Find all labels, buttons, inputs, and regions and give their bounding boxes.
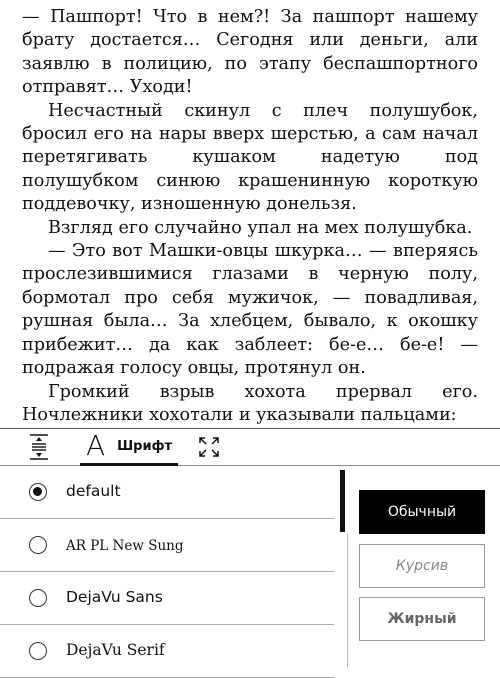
- book-paragraph: Несчастный скинул с плеч полушубок, бросил его на нары вверх шерстью, а сам начал перетягивать кушаком надетую под полушубком синюю крашенинную короткую поддевочку, изношенную донельзя.: [22, 100, 478, 215]
- font-option-ar-pl-new-sung[interactable]: [0, 519, 334, 572]
- style-italic-button[interactable]: Курсив: [359, 544, 485, 588]
- font-option-default[interactable]: [0, 466, 334, 519]
- radio-unselected-icon[interactable]: [29, 589, 47, 607]
- font-option-dejavu-serif[interactable]: [0, 625, 334, 678]
- tab-font[interactable]: [80, 429, 178, 466]
- font-settings-toolbar: [0, 428, 500, 466]
- expand-button[interactable]: [194, 429, 224, 465]
- book-paragraph: — Это вот Машки-овцы шкурка… — вперяясь прослезившимися глазами в черную полу, бормотал про себя мужичок, — повадливая, рушная была… За хлебцем, бывало, к окошку прибежит… да как заблеет: бе-е… бе-е! — подражая голосу овцы, протянул он.: [22, 241, 478, 379]
- font-list: [0, 466, 344, 667]
- text-layout-icon: [28, 433, 50, 461]
- font-option-label: AR PL New Sung: [66, 538, 184, 554]
- radio-unselected-icon[interactable]: [29, 536, 47, 554]
- style-normal-button[interactable]: Обычный: [359, 490, 485, 534]
- style-bold-button[interactable]: Жирный: [359, 597, 485, 641]
- font-option-label: DejaVu Sans: [66, 588, 163, 606]
- font-option-dejavu-sans[interactable]: [0, 572, 334, 625]
- font-list-scroll-track: [347, 534, 348, 667]
- book-text: [22, 6, 478, 428]
- book-paragraph: Взгляд его случайно упал на мех полушубка.: [48, 217, 473, 238]
- book-paragraph: — Пашпорт! Что в нем?! За пашпорт нашему брату достается… Сегодня или деньги, али заявлю в полицию, по этапу беспашпортного отправят… Уходи!: [22, 7, 478, 98]
- font-list-scrollbar[interactable]: [340, 470, 345, 532]
- book-paragraph: Громкий взрыв хохота прервал его. Ночлежники хохотали и указывали пальцами:: [22, 381, 478, 425]
- text-layout-button[interactable]: [24, 429, 54, 465]
- radio-selected-icon[interactable]: [29, 483, 47, 501]
- radio-unselected-icon[interactable]: [29, 642, 47, 660]
- tab-font-label: Шрифт: [117, 438, 173, 454]
- expand-arrows-icon: [197, 435, 221, 459]
- font-a-icon: A: [85, 429, 106, 462]
- font-option-label: default: [66, 482, 121, 500]
- font-option-label: DejaVu Serif: [66, 641, 165, 659]
